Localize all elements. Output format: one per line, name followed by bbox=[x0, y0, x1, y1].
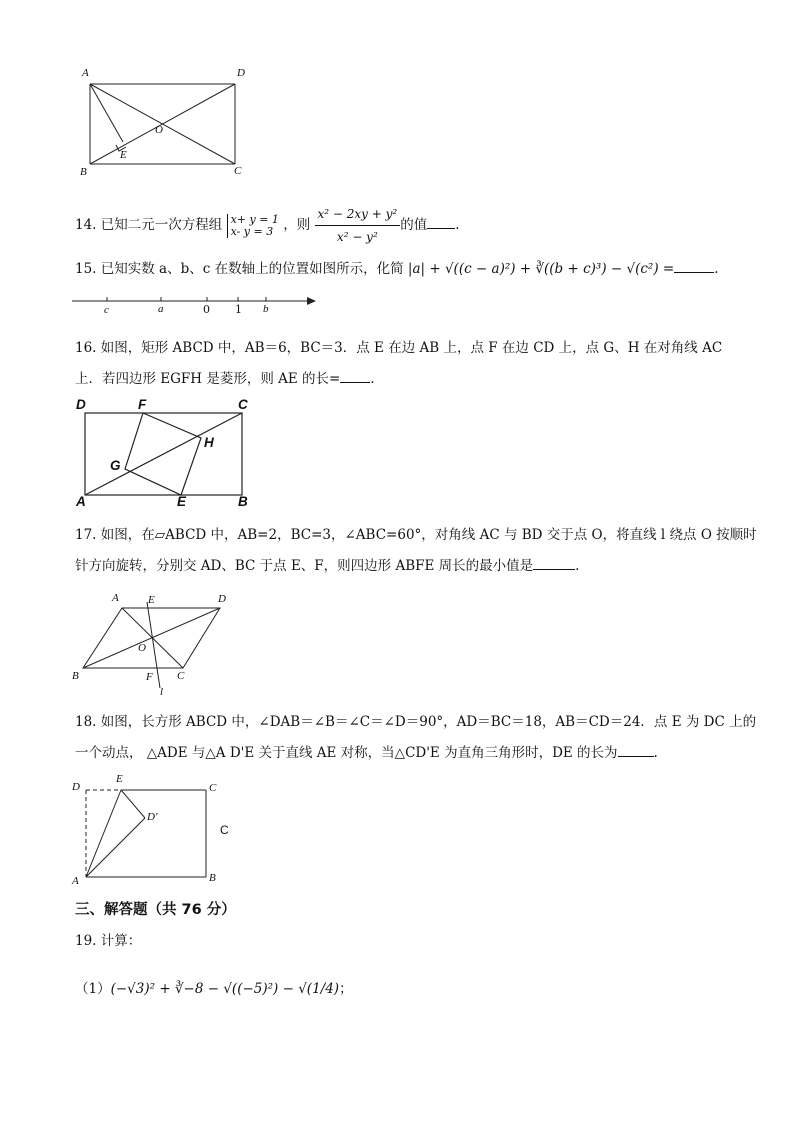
label-C: C bbox=[177, 670, 185, 682]
equation-system bbox=[227, 214, 279, 238]
part1-expression: (−√3)² + ∛−8 − √((−5)²) − √(1/4) bbox=[110, 981, 340, 997]
side-label-C: C bbox=[220, 823, 229, 837]
label-B: B bbox=[80, 166, 87, 178]
q15-expression: |a| + √((c − a)²) + ∛((b + c)³) − √(c²) = bbox=[407, 261, 675, 277]
label-C: C bbox=[209, 782, 217, 794]
q16-line2-text: 上．若四边形 EGFH 是菱形，则 AE 的长= bbox=[75, 371, 341, 387]
label-B: B bbox=[238, 494, 248, 509]
label-C: C bbox=[238, 397, 248, 412]
label-F: F bbox=[138, 397, 147, 412]
question-16-line1: 16. 如图，矩形 ABCD 中，AB＝6，BC＝3．点 E 在边 AB 上，点 F 在边 CD 上，点 G、H 在对角线 AC bbox=[75, 340, 723, 356]
question-19-title: 19. 计算： bbox=[75, 933, 142, 949]
question-18-line2 bbox=[75, 742, 658, 764]
figure-folded-rectangle bbox=[78, 780, 218, 885]
question-15 bbox=[75, 258, 719, 280]
axis-label-1: 1 bbox=[235, 303, 242, 316]
axis-label-a: a bbox=[158, 303, 164, 315]
part1-end: ； bbox=[339, 981, 353, 997]
answer-blank bbox=[427, 228, 455, 229]
label-A: A bbox=[72, 875, 79, 887]
label-D: D bbox=[72, 781, 80, 793]
question-14 bbox=[75, 203, 460, 248]
figure-rhombus-in-rectangle bbox=[80, 408, 250, 498]
question-19-part1 bbox=[75, 978, 353, 1000]
axis-label-b: b bbox=[263, 303, 269, 315]
fraction-expression bbox=[315, 203, 401, 248]
part-label: （1） bbox=[75, 981, 111, 997]
label-B: B bbox=[209, 872, 216, 884]
fraction-numerator: x² − 2xy + y² bbox=[315, 203, 401, 226]
label-E: E bbox=[116, 773, 123, 785]
answer-blank bbox=[340, 382, 370, 383]
axis-label-0: 0 bbox=[203, 303, 210, 316]
q16-end: ． bbox=[370, 371, 384, 387]
question-18-line1: 18. 如图，长方形 ABCD 中，∠DAB＝∠B＝∠C＝∠D＝90°，AD＝BC＝18，AB＝CD＝24．点 E 为 DC 上的 bbox=[75, 714, 757, 730]
label-A: A bbox=[112, 592, 119, 604]
label-O: O bbox=[155, 124, 163, 136]
q14-mid: ，则 bbox=[283, 217, 311, 233]
answer-blank bbox=[533, 569, 575, 570]
label-F: F bbox=[146, 671, 153, 683]
label-B: B bbox=[72, 670, 79, 682]
label-G: G bbox=[110, 458, 121, 473]
label-H: H bbox=[204, 435, 214, 450]
label-l: l bbox=[160, 686, 164, 698]
question-17-line2 bbox=[75, 555, 579, 577]
q17-line2-text: 针方向旋转，分别交 AD、BC 于点 E、F，则四边形 ABFE 周长的最小值是 bbox=[75, 558, 534, 574]
label-D: D bbox=[237, 67, 245, 79]
figure-parallelogram bbox=[75, 598, 235, 693]
q15-end: . bbox=[714, 261, 719, 277]
fraction-denominator: x² − y² bbox=[336, 230, 378, 244]
question-17-line1: 17. 如图，在▱ABCD 中，AB=2，BC=3，∠ABC=60°，对角线 AC 与 BD 交于点 O，将直线 l 绕点 O 按顺时 bbox=[75, 527, 757, 543]
label-A: A bbox=[82, 67, 89, 79]
label-D: D bbox=[76, 397, 86, 412]
label-E: E bbox=[177, 494, 187, 509]
answer-blank bbox=[618, 756, 654, 757]
label-O: O bbox=[138, 642, 146, 654]
label-C: C bbox=[234, 165, 242, 177]
q18-end: . bbox=[653, 745, 658, 761]
q14-prefix: 14. 已知二元一次方程组 bbox=[75, 217, 223, 233]
label-D: D bbox=[218, 593, 226, 605]
q15-text: 15. 已知实数 a、b、c 在数轴上的位置如图所示，化简 bbox=[75, 261, 404, 277]
equation-1: x+ y = 1 bbox=[230, 212, 279, 226]
axis-label-c: c bbox=[104, 304, 109, 316]
label-D-prime: D' bbox=[147, 811, 158, 823]
q17-end: . bbox=[575, 558, 580, 574]
equation-2: x- y = 3 bbox=[230, 224, 274, 238]
question-16-line2 bbox=[75, 368, 384, 390]
figure-rect-diagonals bbox=[75, 65, 250, 180]
q14-suffix: 的值 bbox=[400, 217, 428, 233]
q18-line2-text: 一个动点， △ADE 与△A D'E 关于直线 AE 对称，当△CD'E 为直角三角形时，DE 的长为 bbox=[75, 745, 618, 761]
section-heading: 三、解答题（共 76 分） bbox=[75, 902, 236, 918]
answer-blank bbox=[674, 272, 714, 273]
label-E: E bbox=[148, 594, 155, 606]
label-A: A bbox=[76, 494, 86, 509]
label-E: E bbox=[120, 149, 127, 161]
q14-end: . bbox=[455, 217, 460, 233]
